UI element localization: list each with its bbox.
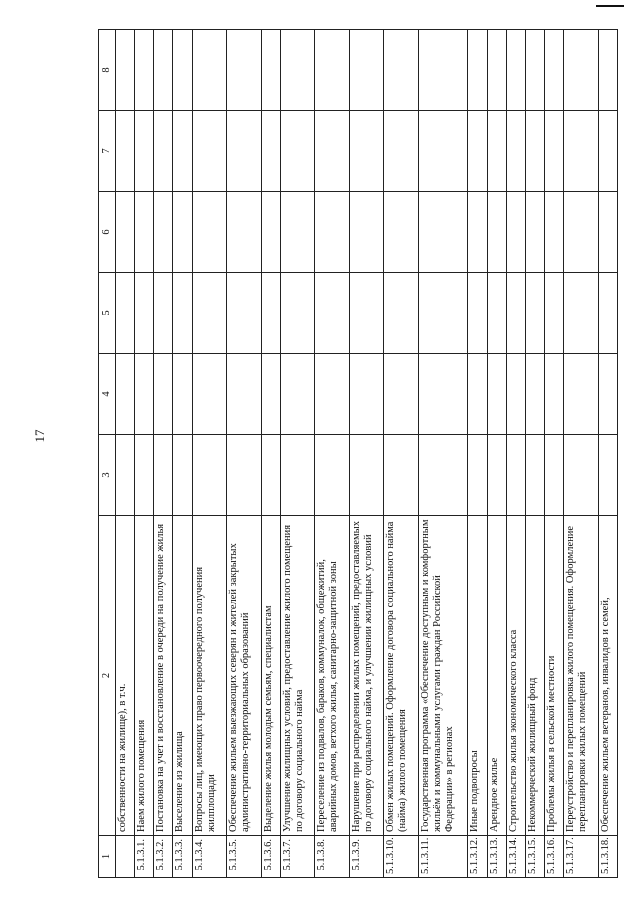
row-value-cell (506, 111, 525, 192)
row-value-cell (525, 354, 544, 435)
row-topic: Выделение жилья молодым семьям, специалистам (261, 516, 280, 836)
row-value-cell (545, 435, 564, 516)
row-value-cell (227, 192, 261, 273)
row-value-cell (135, 354, 154, 435)
row-value-cell (349, 435, 383, 516)
row-value-cell (564, 30, 598, 111)
row-value-cell (315, 111, 349, 192)
row-topic: собственности на жилище), в т.ч. (116, 516, 135, 836)
row-number: 5.1.3.8. (315, 836, 349, 878)
row-value-cell (545, 30, 564, 111)
row-value-cell (154, 30, 173, 111)
row-value-cell (487, 111, 506, 192)
row-value-cell (349, 354, 383, 435)
table-row (192, 30, 226, 878)
table-row (116, 30, 135, 878)
row-number: 5.1.3.15. (525, 836, 544, 878)
row-value-cell (525, 192, 544, 273)
row-value-cell (227, 30, 261, 111)
row-value-cell (564, 435, 598, 516)
classification-table (98, 29, 618, 878)
row-value-cell (506, 30, 525, 111)
row-value-cell (506, 354, 525, 435)
row-value-cell (261, 30, 280, 111)
table-row (280, 30, 314, 878)
row-value-cell (349, 30, 383, 111)
row-value-cell (135, 111, 154, 192)
row-value-cell (487, 30, 506, 111)
row-value-cell (598, 111, 617, 192)
row-value-cell (192, 30, 226, 111)
row-value-cell (468, 192, 487, 273)
column-header: 8 (99, 30, 116, 111)
row-value-cell (135, 273, 154, 354)
row-value-cell (173, 111, 192, 192)
row-value-cell (545, 111, 564, 192)
table-row (173, 30, 192, 878)
row-value-cell (261, 273, 280, 354)
row-value-cell (280, 354, 314, 435)
row-value-cell (192, 273, 226, 354)
row-number (116, 836, 135, 878)
row-topic: Обеспечение жильем ветеранов, инвалидов и семей, (598, 516, 617, 836)
row-value-cell (135, 192, 154, 273)
row-value-cell (468, 111, 487, 192)
row-number: 5.1.3.4. (192, 836, 226, 878)
row-value-cell (468, 30, 487, 111)
row-topic: Обмен жилых помещений. Оформление договора социального найма (найма) жилого помещения (384, 516, 418, 836)
corner-rule (596, 5, 624, 7)
table-row (315, 30, 349, 878)
row-value-cell (154, 192, 173, 273)
row-value-cell (598, 354, 617, 435)
row-value-cell (192, 354, 226, 435)
row-value-cell (280, 435, 314, 516)
row-value-cell (154, 354, 173, 435)
table-header-row (99, 30, 116, 878)
row-number: 5.1.3.12. (468, 836, 487, 878)
row-value-cell (227, 354, 261, 435)
row-number: 5.1.3.2. (154, 836, 173, 878)
row-value-cell (525, 30, 544, 111)
row-value-cell (192, 435, 226, 516)
table-row (261, 30, 280, 878)
row-number: 5.1.3.6. (261, 836, 280, 878)
row-value-cell (192, 192, 226, 273)
row-value-cell (384, 273, 418, 354)
row-value-cell (384, 354, 418, 435)
row-value-cell (418, 354, 468, 435)
row-value-cell (280, 111, 314, 192)
row-number: 5.1.3.13. (487, 836, 506, 878)
row-topic: Переустройство и перепланировка жилого помещения. Оформление перепланировки жилых помещений (564, 516, 598, 836)
row-value-cell (173, 30, 192, 111)
row-value-cell (525, 111, 544, 192)
row-value-cell (349, 273, 383, 354)
row-number: 5.1.3.7. (280, 836, 314, 878)
row-topic: Выселение из жилища (173, 516, 192, 836)
row-value-cell (173, 435, 192, 516)
row-value-cell (135, 435, 154, 516)
row-number: 5.1.3.3. (173, 836, 192, 878)
row-value-cell (261, 111, 280, 192)
row-value-cell (564, 111, 598, 192)
column-header: 1 (99, 836, 116, 878)
row-value-cell (315, 435, 349, 516)
row-value-cell (487, 273, 506, 354)
page-number: 17 (32, 429, 47, 443)
row-value-cell (418, 273, 468, 354)
row-value-cell (280, 192, 314, 273)
row-value-cell (487, 435, 506, 516)
row-value-cell (261, 354, 280, 435)
row-topic: Обеспечение жильем выезжающих северян и жителей закрытых административно-территориальных образований (227, 516, 261, 836)
row-value-cell (116, 192, 135, 273)
table-row (227, 30, 261, 878)
row-value-cell (154, 435, 173, 516)
row-topic: Вопросы лиц, имеющих право первоочередного получения жилплощади (192, 516, 226, 836)
row-topic: Проблемы жилья в сельской местности (545, 516, 564, 836)
row-topic: Переселение из подвалов, бараков, коммуналок, общежитий, аварийных домов, ветхого жилья, санитарно-защитной зоны (315, 516, 349, 836)
rotated-table-container (98, 30, 618, 878)
row-topic: Строительство жилья экономического класса (506, 516, 525, 836)
table-row (418, 30, 468, 878)
row-value-cell (598, 192, 617, 273)
table-row (545, 30, 564, 878)
row-value-cell (173, 273, 192, 354)
row-value-cell (315, 354, 349, 435)
row-value-cell (116, 30, 135, 111)
row-value-cell (468, 273, 487, 354)
table-row (349, 30, 383, 878)
row-value-cell (116, 354, 135, 435)
row-value-cell (227, 111, 261, 192)
column-header: 3 (99, 435, 116, 516)
table-row (487, 30, 506, 878)
row-value-cell (545, 354, 564, 435)
row-value-cell (506, 192, 525, 273)
column-header: 6 (99, 192, 116, 273)
row-value-cell (280, 30, 314, 111)
row-value-cell (227, 435, 261, 516)
row-number: 5.1.3.14. (506, 836, 525, 878)
row-value-cell (384, 435, 418, 516)
table-row (598, 30, 617, 878)
column-header: 2 (99, 516, 116, 836)
row-topic: Государственная программа «Обеспечение доступным и комфортным жильём и коммунальными услугами граждан Российской Федерации» в регионах (418, 516, 468, 836)
row-value-cell (545, 192, 564, 273)
row-number: 5.1.3.9. (349, 836, 383, 878)
column-header: 5 (99, 273, 116, 354)
row-topic: Постановка на учет и восстановление в очереди на получение жилья (154, 516, 173, 836)
row-value-cell (506, 273, 525, 354)
table-row (135, 30, 154, 878)
row-value-cell (315, 30, 349, 111)
row-topic: Иные подвопросы (468, 516, 487, 836)
row-value-cell (280, 273, 314, 354)
row-value-cell (418, 192, 468, 273)
row-value-cell (506, 435, 525, 516)
row-value-cell (116, 273, 135, 354)
row-topic: Некоммерческий жилищный фонд (525, 516, 544, 836)
row-topic: Наем жилого помещения (135, 516, 154, 836)
row-number: 5.1.3.18. (598, 836, 617, 878)
row-value-cell (468, 435, 487, 516)
row-value-cell (564, 192, 598, 273)
row-value-cell (525, 435, 544, 516)
row-value-cell (349, 192, 383, 273)
row-value-cell (315, 192, 349, 273)
row-value-cell (261, 435, 280, 516)
row-value-cell (598, 273, 617, 354)
row-value-cell (116, 111, 135, 192)
row-value-cell (598, 435, 617, 516)
row-value-cell (173, 354, 192, 435)
row-topic: Улучшение жилищных условий, предоставление жилого помещения по договору социального найма (280, 516, 314, 836)
row-value-cell (384, 30, 418, 111)
row-value-cell (384, 192, 418, 273)
table-row (525, 30, 544, 878)
row-value-cell (487, 192, 506, 273)
row-value-cell (384, 111, 418, 192)
table-row (468, 30, 487, 878)
column-header: 4 (99, 354, 116, 435)
table-row (154, 30, 173, 878)
row-topic: Нарушение при распределении жилых помещений, предоставляемых по договору социального найма, и улучшении жилищных условий (349, 516, 383, 836)
row-number: 5.1.3.10. (384, 836, 418, 878)
row-value-cell (192, 111, 226, 192)
row-value-cell (154, 111, 173, 192)
column-header: 7 (99, 111, 116, 192)
row-value-cell (261, 192, 280, 273)
row-value-cell (564, 354, 598, 435)
row-value-cell (525, 273, 544, 354)
row-value-cell (349, 111, 383, 192)
table-row (384, 30, 418, 878)
row-value-cell (487, 354, 506, 435)
row-value-cell (173, 192, 192, 273)
row-number: 5.1.3.17. (564, 836, 598, 878)
row-value-cell (545, 273, 564, 354)
row-value-cell (468, 354, 487, 435)
row-value-cell (598, 30, 617, 111)
row-value-cell (154, 273, 173, 354)
table-row (506, 30, 525, 878)
row-value-cell (135, 30, 154, 111)
row-value-cell (418, 435, 468, 516)
row-topic: Арендное жилье (487, 516, 506, 836)
table-row (564, 30, 598, 878)
row-value-cell (418, 111, 468, 192)
row-value-cell (227, 273, 261, 354)
row-value-cell (116, 435, 135, 516)
row-number: 5.1.3.11. (418, 836, 468, 878)
row-number: 5.1.3.5. (227, 836, 261, 878)
row-value-cell (418, 30, 468, 111)
row-value-cell (564, 273, 598, 354)
row-number: 5.1.3.1. (135, 836, 154, 878)
row-value-cell (315, 273, 349, 354)
row-number: 5.1.3.16. (545, 836, 564, 878)
